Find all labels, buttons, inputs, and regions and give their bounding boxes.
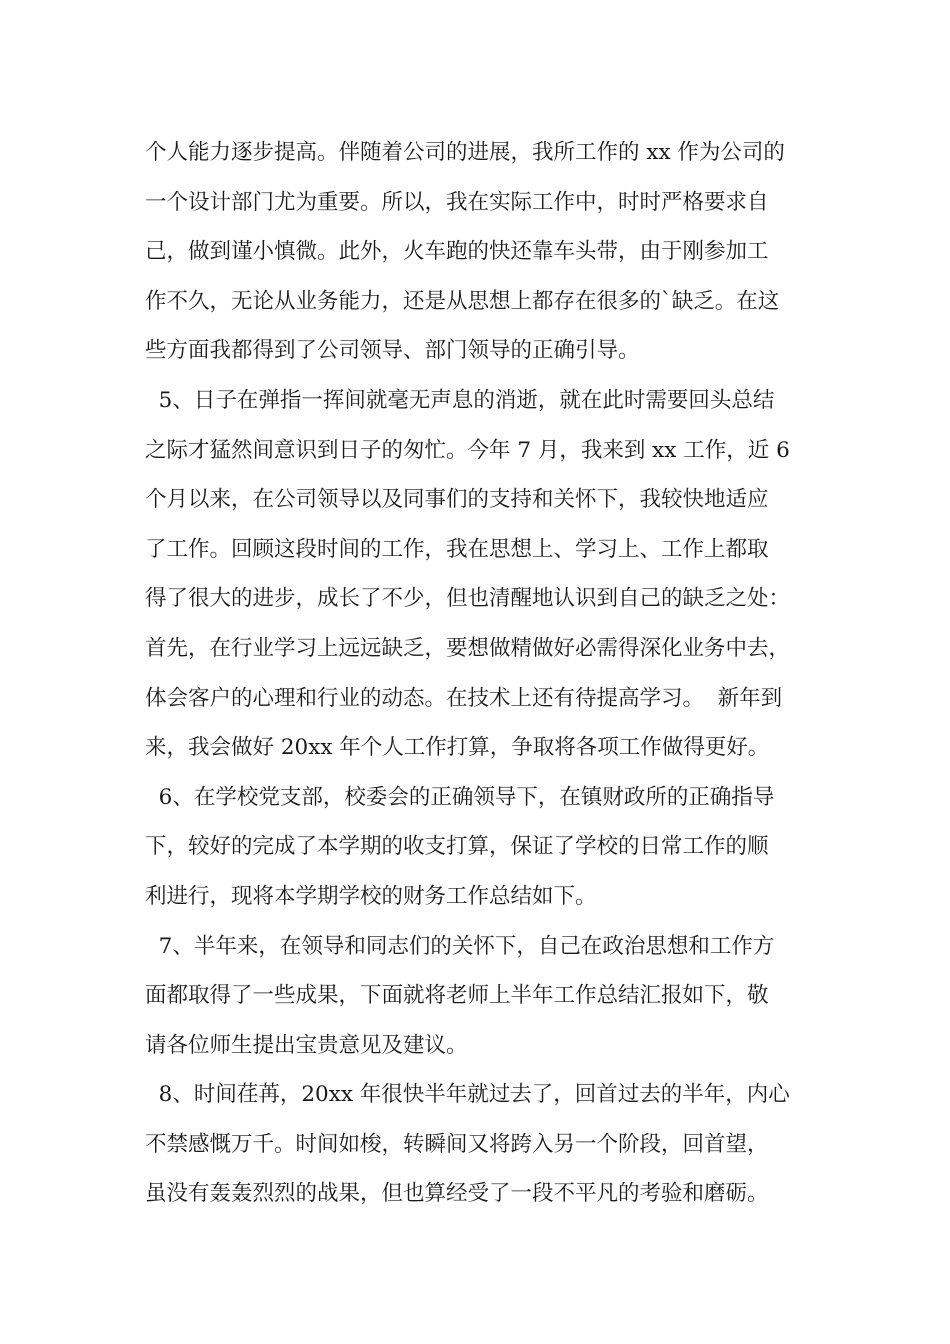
text-line: 首先，在行业学习上远远缺乏，要想做精做好必需得深化业务中去， bbox=[145, 635, 791, 661]
text-line: 来，我会做好 20xx 年个人工作打算，争取将各项工作做得更好。 bbox=[145, 735, 770, 761]
text-line: 一个设计部门尤为重要。所以，我在实际工作中，时时严格要求自 bbox=[145, 189, 769, 215]
text-line: 些方面我都得到了公司领导、部门领导的正确引导。 bbox=[145, 338, 640, 364]
text-line: 下，较好的完成了本学期的收支打算，保证了学校的日常工作的顺 bbox=[145, 834, 769, 860]
text-line: 了工作。回顾这段时间的工作，我在思想上、学习上、工作上都取 bbox=[145, 536, 769, 562]
text-line: 利进行，现将本学期学校的财务工作总结如下。 bbox=[145, 883, 597, 909]
paragraph-7-line: 7、半年来，在领导和同志们的关怀下，自己在政治思想和工作方 bbox=[145, 933, 775, 959]
text-line: 得了很大的进步，成长了不少，但也清醒地认识到自己的缺乏之处： bbox=[145, 586, 791, 612]
text-line: 面都取得了一些成果，下面就将老师上半年工作总结汇报如下，敬 bbox=[145, 983, 769, 1009]
text-line: 请各位师生提出宝贵意见及建议。 bbox=[145, 1032, 468, 1058]
text-line: 虽没有轰轰烈烈的战果，但也算经受了一段不平凡的考验和磨砺。 bbox=[145, 1181, 769, 1207]
text-line: 个月以来，在公司领导以及同事们的支持和关怀下，我较快地适应 bbox=[145, 487, 769, 513]
text-line: 不禁感慨万千。时间如梭，转瞬间又将跨入另一个阶段，回首望， bbox=[145, 1131, 769, 1157]
paragraph-6-line: 6、在学校党支部，校委会的正确领导下，在镇财政所的正确指导 bbox=[145, 784, 775, 810]
text-line: 体会客户的心理和行业的动态。在技术上还有待提高学习。 新年到 bbox=[145, 685, 783, 711]
body-text bbox=[145, 128, 825, 1219]
text-line: 之际才猛然间意识到日子的匆忙。今年 7 月，我来到 xx 工作，近 6 bbox=[145, 437, 790, 463]
text-line: 己，做到谨小慎微。此外，火车跑的快还靠车头带，由于刚参加工 bbox=[145, 239, 769, 265]
paragraph-8-line: 8、时间荏苒，20xx 年很快半年就过去了，回首过去的半年，内心 bbox=[145, 1082, 790, 1108]
paragraph-5-line: 5、日子在弹指一挥间就毫无声息的消逝，就在此时需要回头总结 bbox=[145, 387, 775, 413]
text-line: 个人能力逐步提高。伴随着公司的进展，我所工作的 xx 作为公司的 bbox=[145, 140, 785, 165]
text-line: 作不久，无论从业务能力，还是从思想上都存在很多的`缺乏。在这 bbox=[145, 288, 780, 314]
